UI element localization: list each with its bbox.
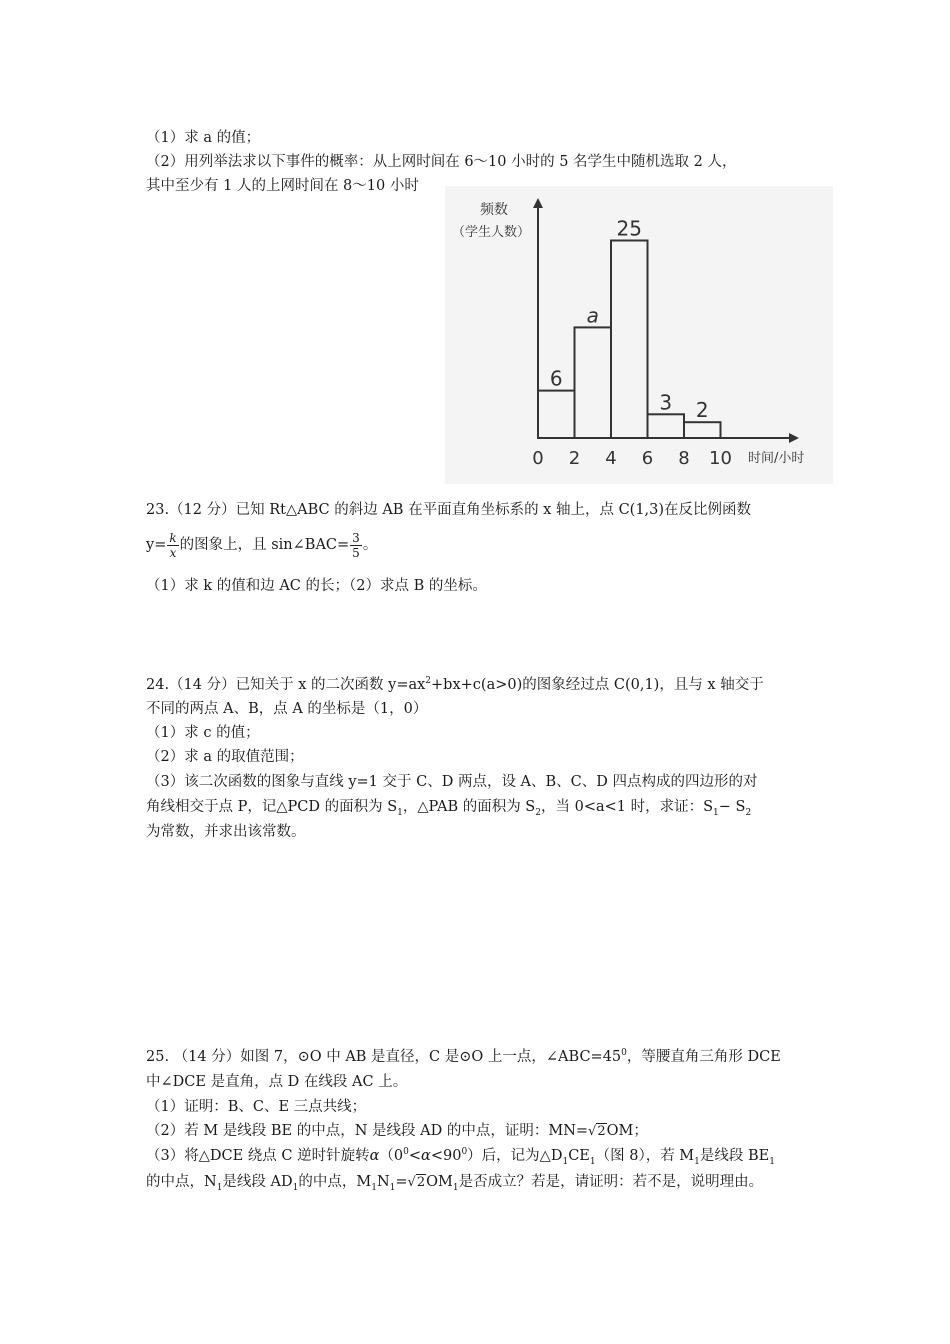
q24-line4: （2）求 a 的取值范围； [146,749,304,765]
subscript: 2 [535,807,541,818]
q23-line3: （1）求 k 的值和边 AC 的长；（2）求点 B 的坐标。 [146,578,487,594]
histogram-bar [648,414,685,438]
q25-line6-e: = [395,1174,408,1190]
degree-superscript: 0 [403,1147,409,1158]
frac-num: k [169,530,177,545]
subscript: 1 [562,1156,569,1167]
q25-line5-c: < [408,1148,422,1164]
x-axis-label: 时间/小时 [748,451,805,466]
part1-q2-cont: 其中至少有 1 人的上网时间在 8～10 小时 [146,178,419,194]
q25-line5-e: ）后，记为△D [467,1148,563,1164]
q24-line3: （1）求 c 的值； [146,725,260,741]
q25-line1-b: ，等腰直角三角形 DCE [626,1049,781,1065]
subscript: 1 [397,807,403,818]
q23-line2-mid: 的图象上，且 sin∠BAC= [179,537,350,553]
q23-line1: 23.（12 分）已知 Rt△ABC 的斜边 AB 在平面直角坐标系的 x 轴上，点 C(1,3)在反比例函数 [146,502,752,518]
part1-q2: （2）用列举法求以下事件的概率：从上网时间在 6～10 小时的 5 名学生中随机选取 2 人， [146,154,737,170]
q24-line6-d: − S [718,799,746,815]
alpha-symbol: α [421,1148,431,1164]
sqrt-symbol: √2 [588,1124,606,1139]
q25-line5-f: CE [568,1148,590,1164]
q25-line6-f: OM [426,1174,453,1190]
bar-value-label: a [586,303,599,328]
subscript: 1 [452,1182,459,1193]
q24-line1 [146,673,764,697]
q23-line2 [146,525,377,565]
subscript: 1 [389,1182,396,1193]
subscript: 1 [589,1156,596,1167]
q25-line6-d: N [376,1174,390,1190]
q25-line5-g: （图 8），若 M [595,1148,695,1164]
histogram-bar [611,241,648,439]
subscript: 1 [694,1156,700,1167]
sqrt-symbol: √2 [407,1175,426,1190]
q25-line6-g: 是否成立？若是，请证明：若不是，说明理由。 [458,1174,764,1190]
q23-y-prefix: y= [146,537,167,553]
q25-line6 [146,1170,763,1195]
q25-line6-c: 的中点，M [298,1174,372,1190]
subscript: 1 [216,1182,223,1193]
part1-q1: （1）求 a 的值； [146,130,261,146]
fraction-k-over-x [167,531,178,560]
q25-line1-a: 25. （14 分）如图 7，⊙O 中 AB 是直径，C 是⊙O 上一点，∠ABC=45 [146,1049,622,1065]
histogram-bar [538,391,575,438]
q24-line6-c: ，当 0<a<1 时，求证：S [540,799,714,815]
subscript: 2 [745,807,752,818]
q24-line1-a: 24.（14 分）已知关于 x 的二次函数 y=ax [146,677,426,693]
frac-den: 5 [352,545,360,560]
q24-line6-a: 角线相交于点 P，记△PCD 的面积为 S [146,799,398,815]
q25-line1 [146,1045,781,1069]
x-tick-label: 6 [641,448,654,469]
histogram-bar [684,422,721,438]
histogram-bar [575,327,612,438]
q25-line6-a: 的中点，N [146,1174,217,1190]
degree-superscript: 0 [461,1147,468,1158]
frac-num: 3 [352,530,360,545]
q25-line2: 中∠DCE 是直角，点 D 在线段 AC 上。 [146,1074,408,1090]
q24-line2: 不同的两点 A、B，点 A 的坐标是（1，0） [146,701,428,717]
q25-line5 [146,1144,775,1168]
q25-line3: （1）证明：B、C、E 三点共线； [146,1099,367,1115]
q24-line5: （3）该二次函数的图象与直线 y=1 交于 C、D 两点，设 A、B、C、D 四点构成的四边形的对 [146,774,758,790]
x-tick-label: 8 [678,448,690,469]
fraction-3-over-5 [350,531,362,560]
x-tick-label: 2 [568,448,581,469]
bar-value-label: 2 [695,398,709,423]
q25-line5-d: <90 [430,1148,462,1164]
q25-line4-b: OM； [606,1123,648,1139]
x-tick-label: 0 [532,448,544,469]
alpha-symbol: α [369,1148,380,1164]
q25-line5-b: （0 [379,1148,404,1164]
q24-line6 [146,795,751,819]
subscript: 1 [292,1182,299,1193]
frac-den: x [169,545,177,560]
q24-line1-b: +bx+c(a>0)的图象经过点 C(0,1)，且与 x 轴交于 [431,677,764,693]
bar-value-label: 6 [549,366,563,391]
bar-value-label: 25 [616,216,642,241]
bar-value-label: 3 [659,390,673,415]
subscript: 1 [769,1156,775,1167]
q23-line2-end: 。 [362,537,378,553]
sqrt-radicand: 2 [597,1124,606,1139]
y-axis-label-line2: （学生人数） [451,225,531,240]
y-axis-label-line1: 频数 [480,202,508,218]
histogram-svg [445,186,833,484]
subscript: 1 [713,807,719,818]
degree-superscript: 0 [621,1048,627,1059]
q25-line5-h: 是线段 BE [699,1148,770,1164]
q24-line7: 为常数，并求出该常数。 [146,824,306,840]
sqrt-radicand: 2 [416,1175,426,1190]
x-tick-label: 4 [605,448,617,469]
q25-line5-a: （3）将△DCE 绕点 C 逆时针旋转 [146,1148,370,1164]
q25-line6-b: 是线段 AD [222,1174,293,1190]
superscript: 2 [425,676,432,687]
subscript: 1 [371,1182,377,1193]
q25-line4 [146,1119,648,1144]
q25-line4-a: （2）若 M 是线段 BE 的中点，N 是线段 AD 的中点，证明：MN= [146,1123,589,1139]
q24-line6-b: ，△PAB 的面积为 S [402,799,536,815]
x-tick-label: 10 [709,448,732,469]
histogram-chart [445,186,833,484]
